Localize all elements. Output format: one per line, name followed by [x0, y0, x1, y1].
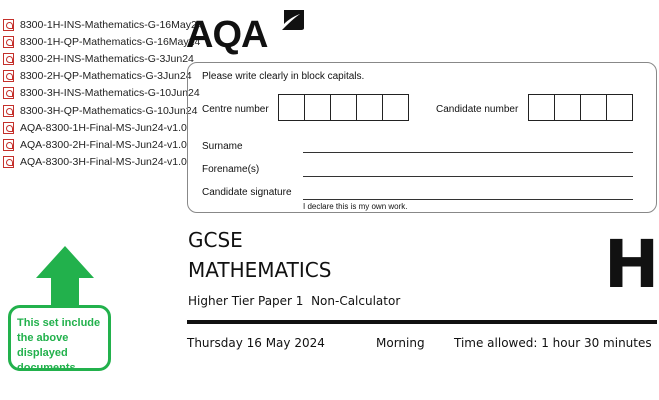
- candidate-details-form: [187, 62, 657, 213]
- file-name: 8300-3H-QP-Mathematics-G-10Jun24: [20, 104, 198, 117]
- callout-note: [8, 305, 111, 374]
- file-name: 8300-2H-INS-Mathematics-G-3Jun24: [20, 52, 194, 65]
- file-item[interactable]: [0, 50, 194, 67]
- subject-title: MATHEMATICS: [188, 258, 332, 282]
- file-name: 8300-1H-QP-Mathematics-G-16May24: [20, 35, 201, 48]
- tier: Higher Tier: [188, 294, 255, 308]
- paper: Paper 1 Non-Calculator: [258, 294, 401, 308]
- file-name: 8300-2H-QP-Mathematics-G-3Jun24: [20, 70, 192, 83]
- signature-label: Candidate signature: [202, 187, 292, 198]
- file-item[interactable]: [0, 119, 187, 136]
- exam-session: Morning: [376, 336, 425, 350]
- pdf-file-icon: [3, 19, 14, 31]
- arrow-up-icon: [36, 246, 94, 278]
- surname-label: Surname: [202, 141, 243, 152]
- file-name: AQA-8300-2H-Final-MS-Jun24-v1.0: [20, 138, 187, 151]
- aqa-logo: AQA: [186, 14, 268, 56]
- pdf-file-icon: [3, 53, 14, 65]
- file-item[interactable]: [0, 102, 198, 119]
- pdf-file-icon: [3, 122, 14, 134]
- divider: [187, 320, 657, 324]
- candidate-number-boxes[interactable]: [529, 94, 633, 121]
- surname-line[interactable]: [303, 152, 633, 153]
- file-item[interactable]: [0, 85, 200, 102]
- exam-date: Thursday 16 May 2024: [187, 336, 325, 350]
- file-name: AQA-8300-3H-Final-MS-Jun24-v1.0: [20, 156, 187, 169]
- pdf-file-icon: [3, 156, 14, 168]
- signature-line[interactable]: [303, 199, 633, 200]
- file-item[interactable]: [0, 154, 187, 171]
- forenames-label: Forename(s): [202, 164, 260, 175]
- centre-number-label: Centre number: [202, 104, 269, 115]
- pdf-file-icon: [3, 70, 14, 82]
- file-item[interactable]: [0, 16, 203, 33]
- arrow-shaft: [51, 277, 79, 307]
- form-instruction: Please write clearly in block capitals.: [202, 71, 365, 82]
- pdf-file-icon: [3, 36, 14, 48]
- tier-letter: H: [604, 226, 659, 303]
- file-item[interactable]: [0, 33, 201, 50]
- candidate-number-label: Candidate number: [436, 104, 519, 115]
- pdf-file-icon: [3, 105, 14, 117]
- file-item[interactable]: [0, 68, 192, 85]
- callout-text: This set include the above displayed documents: [17, 317, 101, 374]
- forenames-line[interactable]: [303, 176, 633, 177]
- file-name: 8300-1H-INS-Mathematics-G-16May24: [20, 18, 203, 31]
- time-allowed: Time allowed: 1 hour 30 minutes: [454, 336, 652, 350]
- declaration-text: I declare this is my own work.: [303, 202, 408, 211]
- pdf-file-icon: [3, 87, 14, 99]
- qualification: GCSE: [188, 228, 243, 252]
- centre-number-boxes[interactable]: [279, 94, 409, 121]
- file-item[interactable]: [0, 136, 187, 153]
- pdf-file-icon: [3, 139, 14, 151]
- file-name: 8300-3H-INS-Mathematics-G-10Jun24: [20, 87, 200, 100]
- file-name: AQA-8300-1H-Final-MS-Jun24-v1.0: [20, 121, 187, 134]
- file-list: [0, 16, 203, 171]
- aqa-leaf-icon: [280, 8, 306, 32]
